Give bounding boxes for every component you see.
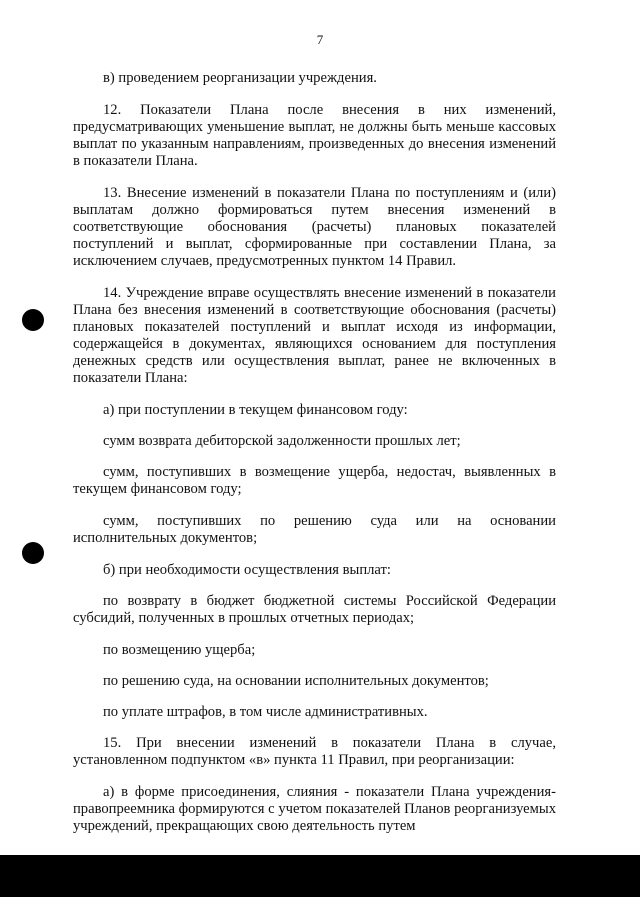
paragraph-subsidy-return: по возврату в бюджет бюджетной системы Российской Федерации субсидий, полученных в прошлых отчетных периодах; (73, 593, 556, 626)
paragraph-item-v-reorganization: в) проведением реорганизации учреждения. (103, 70, 377, 86)
paragraph-fines-payment: по уплате штрафов, в том числе административных. (103, 704, 428, 720)
paragraph-damage-compensation: сумм, поступивших в возмещение ущерба, недостач, выявленных в текущем финансовом году; (73, 464, 556, 497)
page-number: 7 (316, 32, 324, 47)
paragraph-damage-payment: по возмещению ущерба; (103, 642, 256, 658)
punch-hole-mark (22, 309, 44, 331)
punch-hole-mark (22, 542, 44, 564)
paragraph-subitem-a-receipts: а) при поступлении в текущем финансовом году: (103, 402, 408, 418)
paragraph-clause-14: 14. Учреждение вправе осуществлять внесение изменений в показатели Плана без внесения изменений в соответствующие обоснования (расчеты) плановых показателей поступлений и выплат исходя из информации, содержащейся в документах, являющихся основанием для поступления денежных средств или осуществления выплат, ранее не включенных в показатели Плана: (73, 285, 556, 386)
document-body (73, 70, 556, 850)
paragraph-subitem-b-payments: б) при необходимости осуществления выплат: (103, 562, 391, 578)
paragraph-clause-13: 13. Внесение изменений в показатели Плана по поступлениям и (или) выплатам должно формироваться путем внесения изменений в соответствующие обоснования (расчеты) плановых показателей поступлений и выплат, сформированные при составлении Плана, за исключением случаев, предусмотренных пунктом 14 Правил. (73, 185, 556, 269)
paragraph-clause-15: 15. При внесении изменений в показатели Плана в случае, установленном подпунктом «в» пункта 11 Правил, при реорганизации: (73, 735, 556, 768)
paragraph-clause-12: 12. Показатели Плана после внесения в них изменений, предусматривающих уменьшение выплат, не должны быть меньше кассовых выплат по указанным направлениям, произведенных до внесения изменений в показатели Плана. (73, 102, 556, 169)
scan-border (0, 855, 640, 897)
paragraph-court-decision-payment: по решению суда, на основании исполнительных документов; (103, 673, 489, 689)
paragraph-receivables-return: сумм возврата дебиторской задолженности прошлых лет; (103, 433, 461, 449)
paragraph-court-decision-receipts: сумм, поступивших по решению суда или на основании исполнительных документов; (73, 513, 556, 546)
paragraph-subitem-a-merger: а) в форме присоединения, слияния - показатели Плана учреждения-правопреемника формируются с учетом показателей Планов реорганизуемых учреждений, прекращающих свою деятельность путем (73, 784, 556, 834)
